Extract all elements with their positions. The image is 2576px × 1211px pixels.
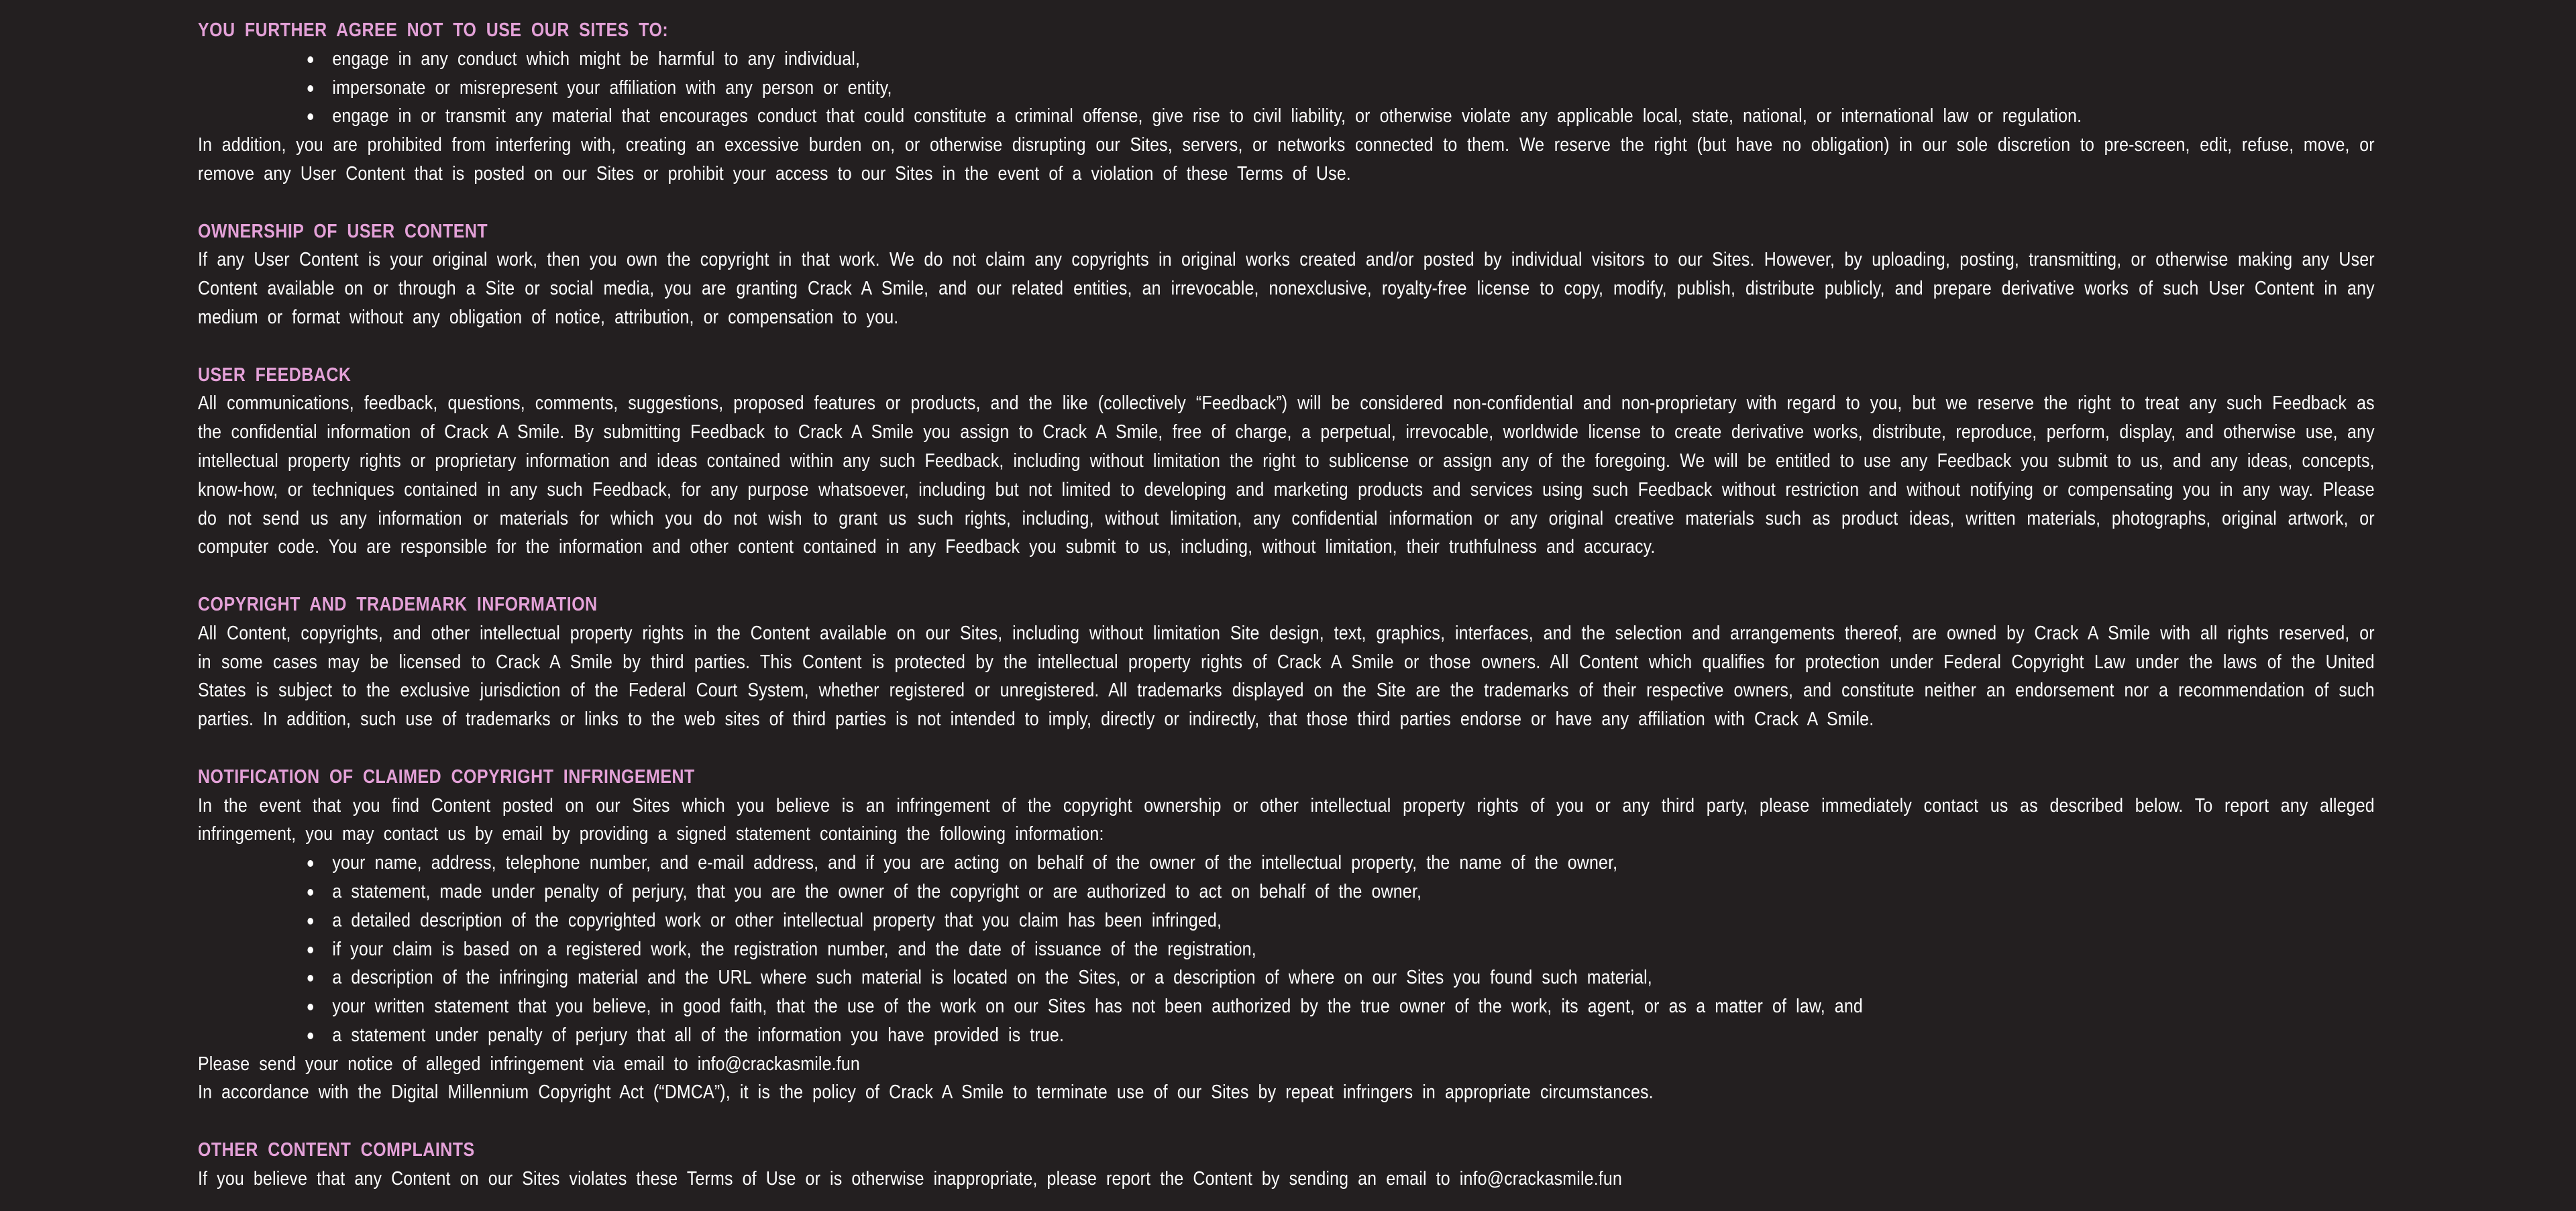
section-heading-complaints: OTHER CONTENT COMPLAINTS [198, 1139, 475, 1161]
section-heading-feedback: USER FEEDBACK [198, 364, 352, 386]
agree-bullet-list [198, 45, 2375, 131]
list-item: your name, address, telephone number, and e-mail address, and if you are acting on behalf of the owner of the intellectual property, the name of the owner, [307, 849, 2374, 878]
notice-email-line: Please send your notice of alleged infringement via email to info@crackasmile.fun [198, 1053, 860, 1075]
section-agree [198, 16, 2375, 189]
notification-bullet-list [198, 849, 2375, 1050]
section-heading-agree: YOU FURTHER AGREE NOT TO USE OUR SITES TO: [198, 19, 669, 41]
section-heading-ownership: OWNERSHIP OF USER CONTENT [198, 220, 488, 242]
section-heading-notification: NOTIFICATION OF CLAIMED COPYRIGHT INFRINGEMENT [198, 766, 695, 788]
list-item: a detailed description of the copyrighted work or other intellectual property that you claim has been infringed, [307, 906, 2374, 935]
section-heading-copyright: COPYRIGHT AND TRADEMARK INFORMATION [198, 593, 598, 615]
terms-document-inner [198, 16, 2375, 1194]
list-item: your written statement that you believe, in good faith, that the use of the work on our Sites has not been authorized by the true owner of the work, its agent, or as a matter of law, and [307, 992, 2374, 1021]
section-ownership [198, 217, 2375, 332]
agree-paragraph: In addition, you are prohibited from interfering with, creating an excessive burden on, or otherwise disrupting our Sites, servers, or networks connected to them. We reserve the right (but have no obligation) in our sole discretion to pre-screen, edit, refuse, move, or remove any User Content that is posted on our Sites or prohibit your access to our Sites in the event of a violation of these Terms of Use. [198, 134, 2375, 185]
section-notification [198, 763, 2375, 1108]
section-copyright [198, 590, 2375, 734]
terms-document [198, 16, 2375, 1194]
list-item: a statement, made under penalty of perjury, that you are the owner of the copyright or are authorized to act on behalf of the owner, [307, 878, 2374, 906]
section-complaints [198, 1136, 2375, 1194]
notification-paragraph: In the event that you find Content posted on our Sites which you believe is an infringement of the copyright ownership or other intellectual property rights of you or any third party, please immediately contact us as described below. To report any alleged infringement, you may contact us by email by providing a signed statement containing the following information: [198, 794, 2375, 845]
list-item: if your claim is based on a registered work, the registration number, and the date of issuance of the registration, [307, 935, 2374, 964]
list-item: engage in any conduct which might be harmful to any individual, [307, 45, 2374, 74]
list-item: a statement under penalty of perjury that all of the information you have provided is true. [307, 1021, 2374, 1050]
list-item: engage in or transmit any material that encourages conduct that could constitute a criminal offense, give rise to civil liability, or otherwise violate any applicable local, state, national, or international law or regulation. [307, 102, 2374, 131]
section-feedback [198, 361, 2375, 562]
ownership-paragraph: If any User Content is your original work, then you own the copyright in that work. We do not claim any copyrights in original works created and/or posted by individual visitors to our Sites. However, by uploading, posting, transmitting, or otherwise making any User Content available on or through a Site or social media, you are granting Crack A Smile, and our related entities, an irrevocable, nonexclusive, royalty-free license to copy, modify, publish, distribute publicly, and prepare derivative works of such User Content in any medium or format without any obligation of notice, attribution, or compensation to you. [198, 249, 2375, 328]
list-item: a description of the infringing material and the URL where such material is located on the Sites, or a description of where on our Sites you found such material, [307, 963, 2374, 992]
copyright-paragraph: All Content, copyrights, and other intellectual property rights in the Content available on our Sites, including without limitation Site design, text, graphics, interfaces, and the selection and arrangements thereof, are owned by Crack A Smile with all rights reserved, or in some cases may be licensed to Crack A Smile by third parties. This Content is protected by the intellectual property rights of Crack A Smile or those owners. All Content which qualifies for protection under Federal Copyright Law under the laws of the United States is subject to the exclusive jurisdiction of the Federal Court System, whether registered or unregistered. All trademarks displayed on the Site are the trademarks of their respective owners, and constitute neither an endorsement nor a recommendation of such parties. In addition, such use of trademarks or links to the web sites of third parties is not intended to imply, directly or indirectly, that those third parties endorse or have any affiliation with Crack A Smile. [198, 622, 2375, 731]
feedback-paragraph: All communications, feedback, questions, comments, suggestions, proposed features or products, and the like (collectively “Feedback”) will be considered non-confidential and non-proprietary with regard to you, but we reserve the right to treat any such Feedback as the confidential information of Crack A Smile. By submitting Feedback to Crack A Smile you assign to Crack A Smile, free of charge, a perpetual, irrevocable, worldwide license to create derivative works, distribute, reproduce, perform, display, and otherwise use, any intellectual property rights or proprietary information and ideas contained within any such Feedback, including without limitation the right to sublicense or assign any of the foregoing. We will be entitled to use any Feedback you submit to us, and any ideas, concepts, know-how, or techniques contained in any such Feedback, for any purpose whatsoever, including but not limited to developing and marketing products and services using such Feedback without restriction and without notifying or compensating you in any way. Please do not send us any information or materials for which you do not wish to grant us such rights, including, without limitation, any confidential information or any original creative materials such as product ideas, written materials, photographs, original artwork, or computer code. You are responsible for the information and other content contained in any Feedback you submit to us, including, without limitation, their truthfulness and accuracy. [198, 392, 2375, 558]
list-item: impersonate or misrepresent your affiliation with any person or entity, [307, 74, 2374, 103]
complaints-paragraph: If you believe that any Content on our Sites violates these Terms of Use or is otherwise inappropriate, please report the Content by sending an email to info@crackasmile.fun [198, 1167, 1622, 1190]
dmca-policy-line: In accordance with the Digital Millennium Copyright Act (“DMCA”), it is the policy of Crack A Smile to terminate use of our Sites by repeat infringers in appropriate circumstances. [198, 1082, 1654, 1104]
